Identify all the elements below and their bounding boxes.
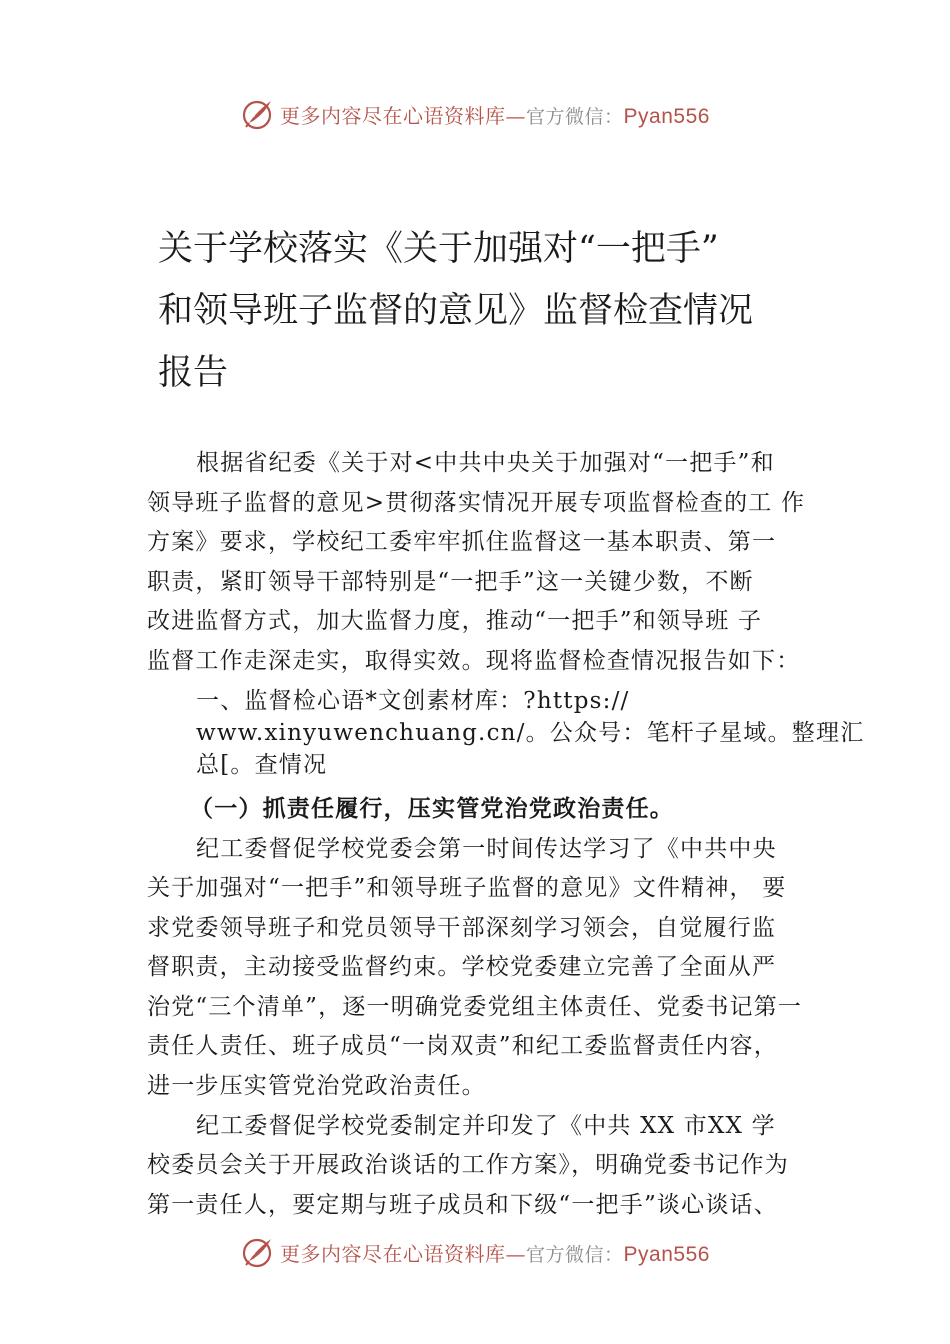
body-line: 第一责任人，要定期与班子成员和下级“一把手”谈心谈话、 <box>147 1192 778 1218</box>
body-line: 根据省纪委《关于对<中共中央关于加强对“一把手”和 <box>196 450 775 476</box>
quill-logo-icon <box>240 1234 276 1270</box>
document-title <box>158 218 858 404</box>
body-line: 求党委领导班子和党员领导干部深刻学习领会，自觉履行监 <box>147 915 777 941</box>
title-line: 报告 <box>158 353 229 393</box>
title-line: 和领导班子监督的意见》监督检查情况 <box>158 291 754 331</box>
body-line: 改进监督方式，加大监督力度，推动“一把手”和领导班 子 <box>147 608 763 634</box>
subsection-heading: （一）抓责任履行，压实管党治党政治责任。 <box>190 795 674 822</box>
body-line: 总[。查情况 <box>196 752 328 778</box>
body-line: 职责，紧盯领导干部特别是“一把手”这一关键少数，不断 <box>147 569 754 595</box>
body-line: 校委员会关于开展政治谈话的工作方案》，明确党委书记作为 <box>147 1152 789 1178</box>
body-line: 督职责，主动接受监督约束。学校党委建立完善了全面从严 <box>147 954 777 980</box>
body-line: 方案》要求，学校纪工委牢牢抓住监督这一基本职责、第一 <box>147 529 777 555</box>
section-heading-line: 一、监督检心语*文创素材库：?https:// <box>196 688 630 714</box>
body-line: 责任人责任、班子成员“一岗双责”和纪工委监督责任内容， <box>147 1033 778 1059</box>
body-line: 纪工委督促学校党委制定并印发了《中共 XX 市XX 学 <box>196 1113 776 1139</box>
body-line: 领导班子监督的意见>贯彻落实情况开展专项监督检查的工 作 <box>147 490 806 516</box>
watermark-text: 更多内容尽在心语资料库—官方微信：Pyan556 <box>280 103 710 128</box>
body-line: www.xinyuwenchuang.cn/。公众号：笔杆子星域。整理汇 <box>196 720 865 746</box>
body-line: 关于加强对“一把手”和领导班子监督的意见》文件精神， 要 <box>147 875 787 901</box>
watermark-text: 更多内容尽在心语资料库—官方微信：Pyan556 <box>280 1241 710 1266</box>
body-line: 治党“三个清单”，逐一明确党委党组主体责任、党委书记第一 <box>147 994 803 1020</box>
watermark-banner-bottom <box>0 1230 950 1274</box>
title-line: 关于学校落实《关于加强对“一把手” <box>158 229 719 269</box>
watermark-banner-top <box>0 92 950 136</box>
body-line: 监督工作走深走实，取得实效。现将监督检查情况报告如下： <box>147 648 801 674</box>
quill-logo-icon <box>240 96 276 132</box>
body-line: 进一步压实管党治党政治责任。 <box>147 1073 486 1099</box>
body-line: 纪工委督促学校党委会第一时间传达学习了《中共中央 <box>196 836 777 862</box>
